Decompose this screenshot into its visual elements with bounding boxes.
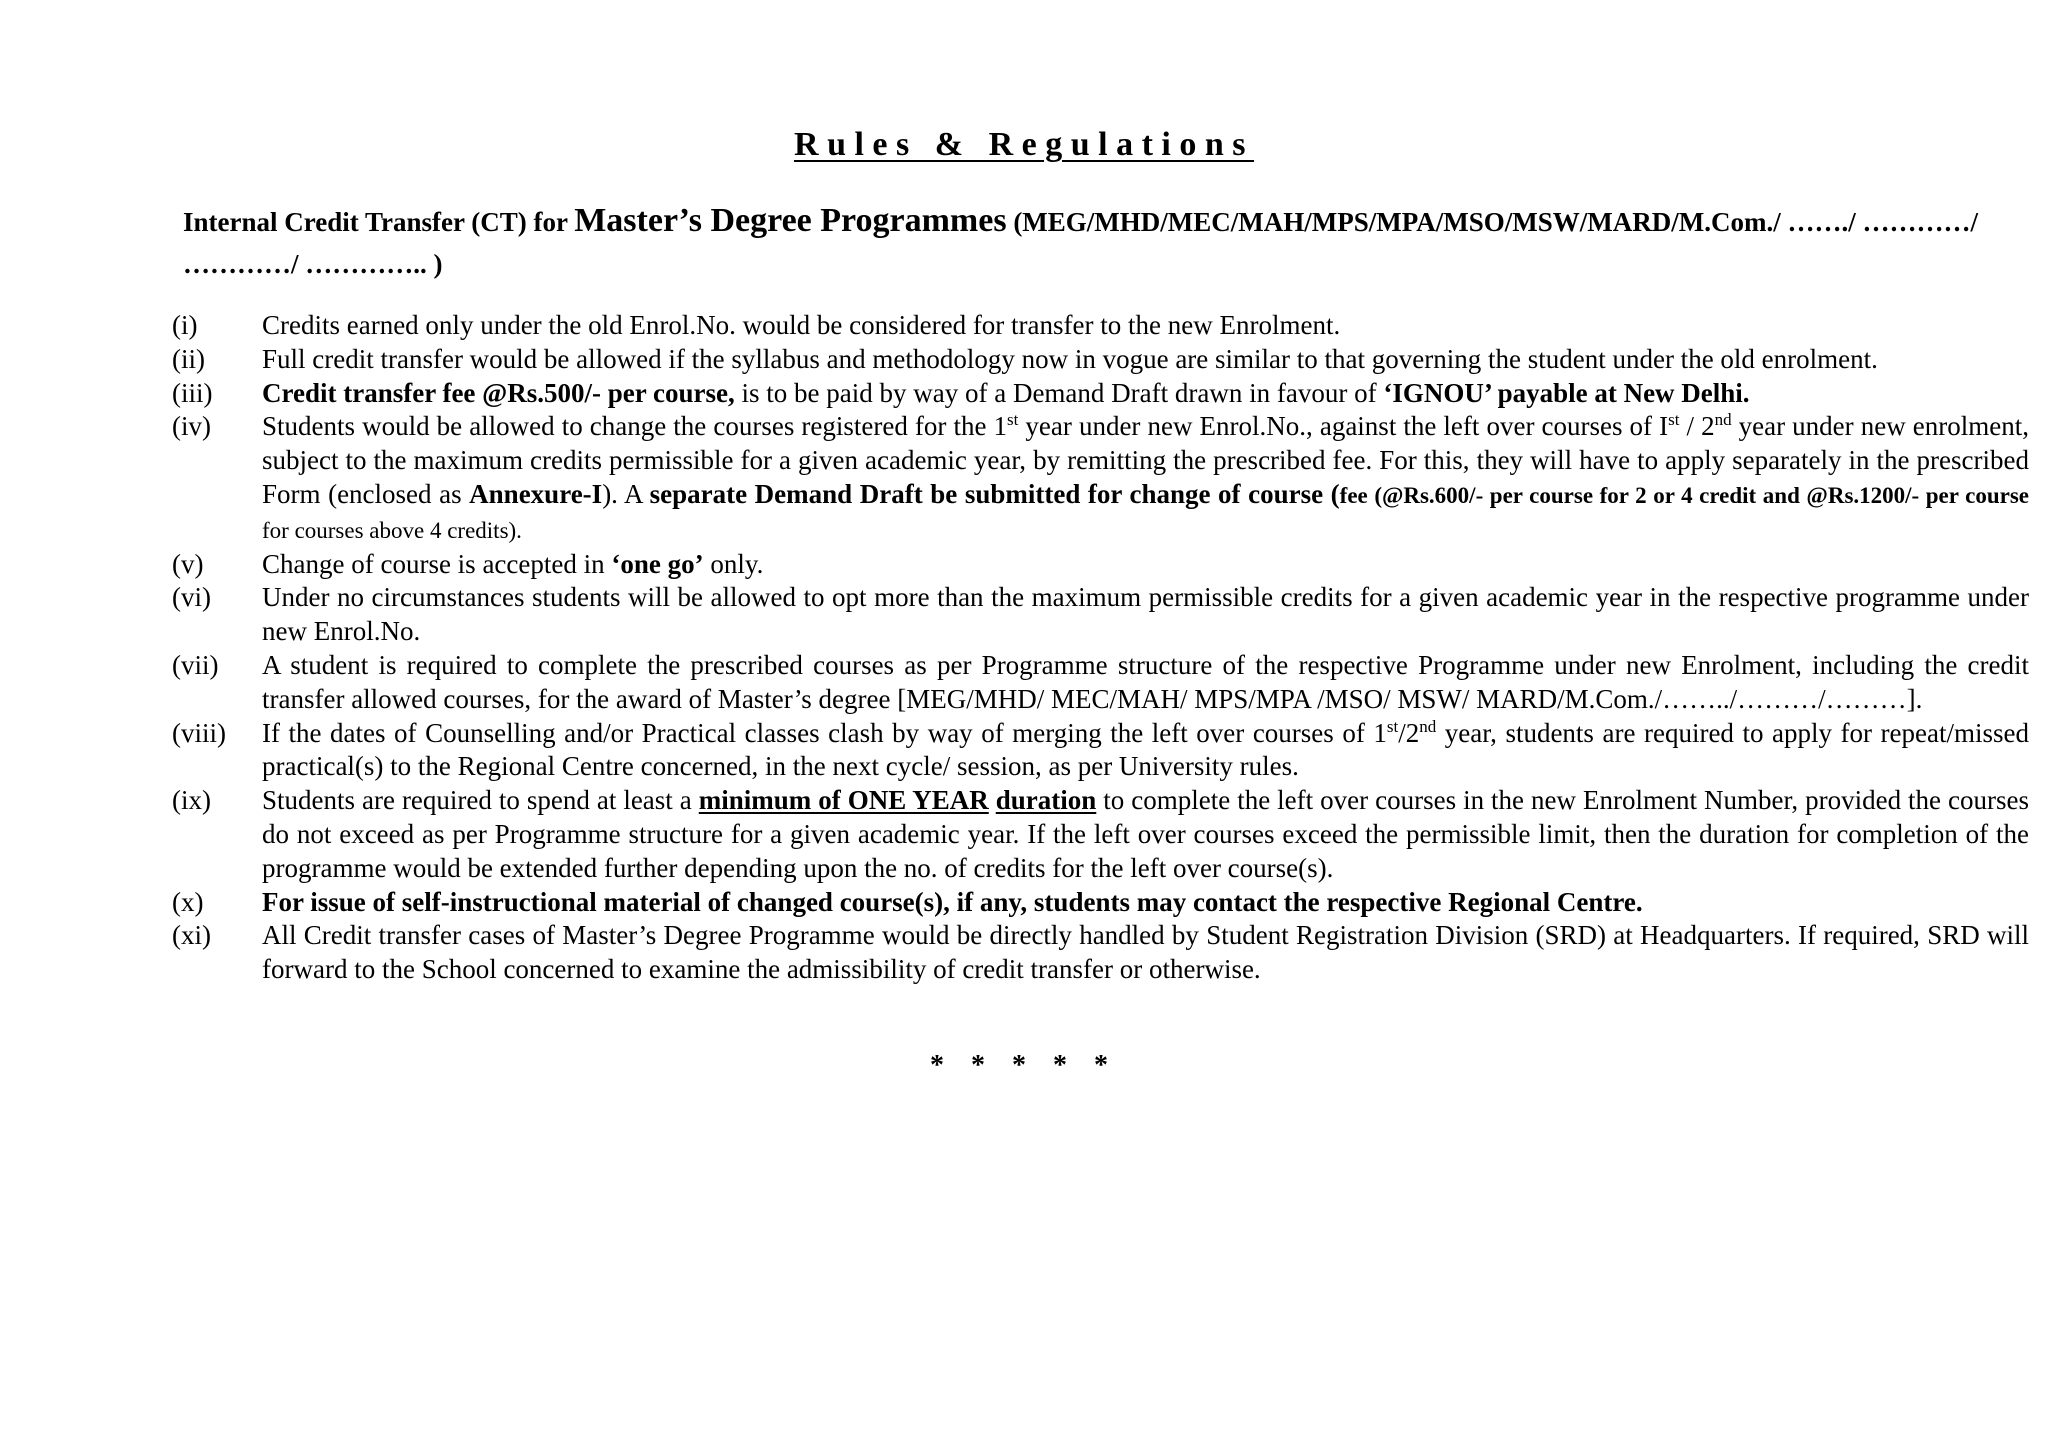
ordinal-suffix: st bbox=[1007, 410, 1019, 430]
rule-item bbox=[172, 548, 2028, 582]
rule-text-segment: only. bbox=[703, 548, 764, 579]
rule-number: (ix) bbox=[172, 785, 211, 816]
rule-text: A student is required to complete the prescribed courses as per Programme structure of the respective Programme under new Enrolment, including the credit transfer allowed courses, for the award of Master’s degree [MEG/MHD/ MEC/MAH/ MPS/MPA /MSO/ MSW/ MARD/M.Com./……../………/………]. bbox=[262, 649, 2029, 714]
rule-number: (viii) bbox=[172, 717, 226, 748]
rule-text: Under no circumstances students will be allowed to opt more than the maximum permissible credits for a given academic year in the respective programme under new Enrol.No. bbox=[262, 582, 2029, 647]
rule-text bbox=[262, 886, 2029, 920]
rule-item bbox=[172, 886, 2028, 920]
rule-bold-text: For issue of self-instructional material of changed course(s), if any, students may contact the respective Regional Centre. bbox=[262, 886, 1643, 917]
rule-text-segment: If the dates of Counselling and/or Practical classes clash by way of merging the left over courses of 1 bbox=[262, 717, 1387, 748]
rule-text-segment: year, students are required to apply for repeat/missed practical(s) to the Regional Centre concerned, in the next cycle/ session, as per University rules. bbox=[262, 717, 2029, 782]
ordinal-suffix: st bbox=[1668, 410, 1680, 430]
ordinal-suffix: st bbox=[1386, 716, 1399, 736]
rule-item bbox=[172, 717, 2028, 785]
rule-text-segment: year under new enrolment, subject to the maximum credits permissible for a given academic year, by remitting the prescribed fee. For this, they will have to apply separately in the prescribed Form (enclosed as bbox=[262, 411, 2029, 509]
rule-bold-text: separate Demand Draft be submitted for change of course ( bbox=[649, 478, 1340, 509]
rule-text-small: for courses above 4 credits). bbox=[262, 517, 522, 543]
rule-bold-text: ‘one go’ bbox=[611, 548, 704, 579]
rule-bold-text: Credit transfer fee @Rs.500/- per course, bbox=[262, 377, 735, 408]
rule-text bbox=[262, 377, 2029, 411]
rule-bold-text: ‘IGNOU’ payable at New Delhi. bbox=[1383, 377, 1750, 408]
rule-text bbox=[262, 548, 2029, 582]
ordinal-suffix: nd bbox=[1714, 410, 1732, 430]
subtitle bbox=[183, 200, 2013, 285]
rule-bold-underlined-text: minimum of ONE YEAR bbox=[698, 785, 989, 816]
rule-text-segment bbox=[989, 785, 996, 815]
rule-text-segment: /2 bbox=[1398, 717, 1420, 748]
rule-text bbox=[262, 784, 2029, 885]
rule-item bbox=[172, 410, 2028, 547]
end-of-document-mark: * * * * * bbox=[930, 1050, 1118, 1081]
rule-item bbox=[172, 377, 2028, 411]
ordinal-suffix: nd bbox=[1419, 716, 1437, 736]
rule-text-segment: is to be paid by way of a Demand Draft drawn in favour of bbox=[734, 377, 1384, 408]
rule-item bbox=[172, 581, 2028, 649]
rule-text-segment: year under new Enrol.No., against the left over courses of I bbox=[1018, 411, 1669, 442]
rule-item bbox=[172, 919, 2028, 987]
rule-text-segment: Students would be allowed to change the courses registered for the 1 bbox=[262, 411, 1008, 442]
rule-bold-text: Annexure-I bbox=[469, 478, 603, 509]
rule-number: (iv) bbox=[172, 411, 211, 442]
rules-list bbox=[172, 309, 2028, 987]
rule-number: (x) bbox=[172, 886, 204, 917]
rule-item bbox=[172, 309, 2028, 343]
rule-text bbox=[262, 410, 2029, 547]
rule-number: (vi) bbox=[172, 582, 211, 613]
rule-item bbox=[172, 784, 2028, 885]
rule-number: (v) bbox=[172, 548, 204, 579]
rule-text-segment: Change of course is accepted in bbox=[262, 548, 612, 579]
rule-number: (vii) bbox=[172, 649, 219, 680]
rule-bold-text-small: fee (@Rs.600/- per course for 2 or 4 credit and @Rs.1200/- per course bbox=[1339, 482, 2029, 508]
rule-text-segment: Students are required to spend at least a bbox=[262, 785, 699, 816]
rule-item bbox=[172, 649, 2028, 717]
rule-text bbox=[262, 717, 2029, 785]
rule-bold-underlined-text: duration bbox=[995, 785, 1097, 816]
rule-text-segment: ). A bbox=[602, 478, 650, 509]
page-title: Rules & Regulations bbox=[794, 126, 1254, 163]
rule-text: Credits earned only under the old Enrol.No. would be considered for transfer to the new Enrolment. bbox=[262, 310, 1341, 340]
rule-number: (xi) bbox=[172, 920, 211, 951]
rule-text: Full credit transfer would be allowed if the syllabus and methodology now in vogue are similar to that governing the student under the old enrolment. bbox=[262, 343, 1878, 374]
rule-text-segment: to complete the left over courses in the new Enrolment Number, provided the courses do not exceed as per Programme structure for a given academic year. If the left over courses exceed the permissible limit, then the duration for completion of the programme would be extended further depending upon the no. of credits for the left over course(s). bbox=[262, 785, 2030, 883]
rule-text-segment: / 2 bbox=[1679, 411, 1715, 442]
rule-number: (ii) bbox=[172, 343, 205, 374]
subtitle-programme-list: (MEG/MHD/MEC/MAH/MPS/MPA/MSO/MSW/MARD/M.Com./ ……./ …………/ …………/ ………….. ) bbox=[183, 207, 1978, 279]
subtitle-programme-name: Master’s Degree Programmes bbox=[574, 202, 1007, 239]
rule-item bbox=[172, 343, 2028, 377]
subtitle-part-1: Internal Credit Transfer (CT) for bbox=[183, 207, 575, 237]
rule-number: (i) bbox=[172, 310, 198, 340]
rule-number: (iii) bbox=[172, 377, 213, 408]
rule-text: All Credit transfer cases of Master’s Degree Programme would be directly handled by Student Registration Division (SRD) at Headquarters. If required, SRD will forward to the School concerned to examine the admissibility of credit transfer or otherwise. bbox=[262, 920, 2029, 985]
